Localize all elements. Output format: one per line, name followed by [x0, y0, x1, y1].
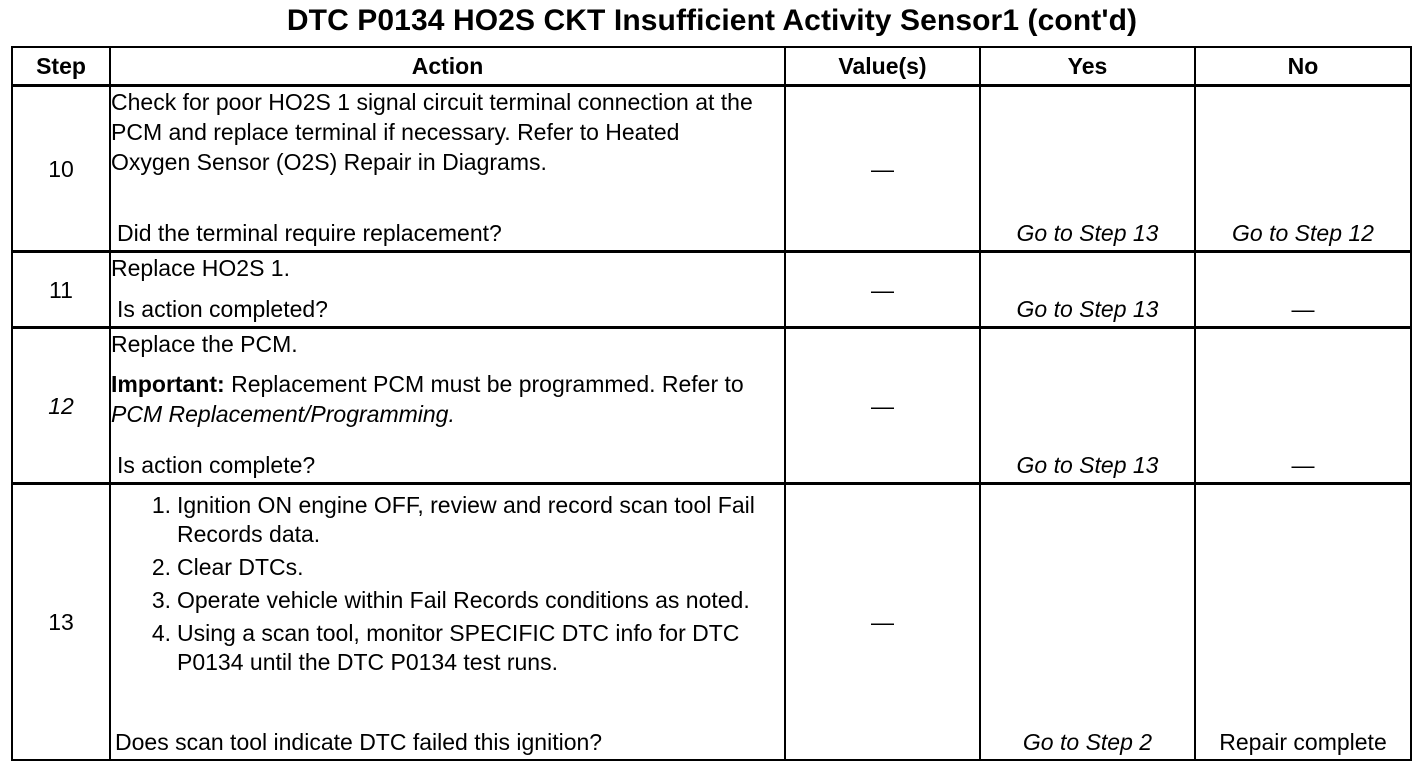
diagnostic-table	[11, 46, 1412, 761]
action-question: Is action complete?	[117, 452, 316, 478]
action-question: Did the terminal require replacement?	[117, 220, 502, 246]
list-item	[151, 491, 784, 549]
value-text: —	[871, 155, 894, 182]
no-result: —	[1291, 452, 1315, 478]
list-item	[151, 586, 784, 615]
header-no: No	[1195, 47, 1411, 86]
important-label: Important:	[111, 371, 225, 397]
list-item	[151, 553, 784, 582]
value-cell	[785, 252, 980, 328]
table-header-row	[12, 47, 1411, 86]
action-cell	[110, 328, 785, 484]
list-number: 1.	[151, 492, 171, 518]
action-cell	[110, 484, 785, 760]
action-text: Replace HO2S 1.	[111, 255, 290, 281]
table-row	[12, 252, 1411, 328]
action-text: Check for poor HO2S 1 signal circuit terminal connection at the PCM and replace terminal if necessary. Refer to Heated Oxygen Sensor (O2S) Repair in Diagrams.	[111, 89, 753, 175]
action-cell	[110, 86, 785, 252]
table-row	[12, 86, 1411, 252]
action-text: Replace the PCM.	[111, 331, 298, 357]
important-reference: PCM Replacement/Programming.	[111, 401, 455, 427]
header-yes: Yes	[980, 47, 1195, 86]
list-text: Ignition ON engine OFF, review and record scan tool Fail Records data.	[177, 492, 755, 547]
no-cell	[1195, 484, 1411, 760]
page-title: DTC P0134 HO2S CKT Insufficient Activity Sensor1 (cont'd)	[286, 4, 1138, 37]
yes-result: Go to Step 13	[1016, 452, 1159, 478]
header-action: Action	[110, 47, 785, 86]
no-cell	[1195, 252, 1411, 328]
action-question: Is action completed?	[117, 296, 328, 322]
value-cell	[785, 86, 980, 252]
step-number: 10	[12, 86, 110, 252]
no-result: Repair complete	[1219, 728, 1387, 755]
step-number: 12	[12, 328, 110, 484]
important-text: Replacement PCM must be programmed. Refer to	[231, 371, 744, 397]
action-question: Does scan tool indicate DTC failed this ignition?	[115, 728, 603, 755]
no-result: Go to Step 12	[1232, 220, 1374, 246]
yes-result: Go to Step 13	[1016, 220, 1159, 246]
important-note	[111, 369, 784, 429]
list-text: Using a scan tool, monitor SPECIFIC DTC info for DTC P0134 until the DTC P0134 test runs.	[177, 620, 740, 675]
yes-cell	[980, 484, 1195, 760]
value-cell	[785, 328, 980, 484]
value-text: —	[871, 392, 894, 419]
value-text: —	[871, 608, 894, 635]
header-step: Step	[12, 47, 110, 86]
list-text: Clear DTCs.	[177, 554, 304, 580]
yes-result: Go to Step 13	[1016, 296, 1159, 322]
action-steps-list	[111, 491, 784, 677]
yes-cell	[980, 86, 1195, 252]
no-cell	[1195, 328, 1411, 484]
list-number: 2.	[151, 554, 171, 580]
no-result: —	[1291, 296, 1315, 322]
list-number: 3.	[151, 587, 171, 613]
header-values: Value(s)	[785, 47, 980, 86]
yes-cell	[980, 252, 1195, 328]
step-number: 11	[12, 252, 110, 328]
value-cell	[785, 484, 980, 760]
list-item	[151, 619, 784, 677]
list-text: Operate vehicle within Fail Records conditions as noted.	[177, 587, 750, 613]
value-text: —	[871, 276, 894, 303]
table-row	[12, 484, 1411, 760]
yes-result: Go to Step 2	[1022, 728, 1153, 755]
no-cell	[1195, 86, 1411, 252]
action-cell	[110, 252, 785, 328]
step-number: 13	[12, 484, 110, 760]
yes-cell	[980, 328, 1195, 484]
table-row	[12, 328, 1411, 484]
list-number: 4.	[151, 620, 171, 646]
